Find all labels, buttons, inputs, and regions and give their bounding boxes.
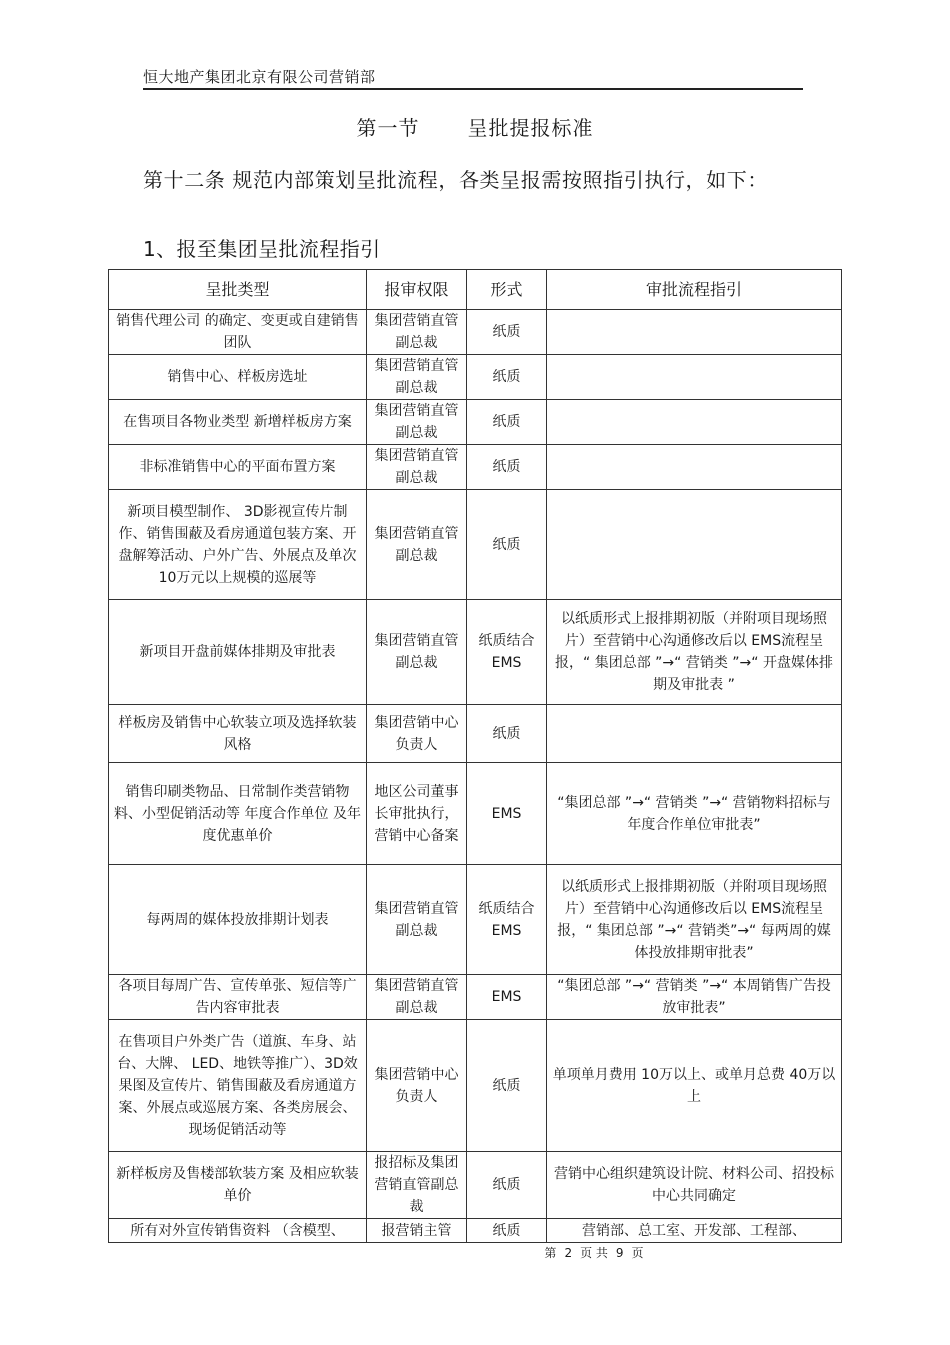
page-middle: 页 共 — [580, 1246, 608, 1260]
table-cell: 新样板房及售楼部软装方案 及相应软装单价 — [109, 1152, 367, 1219]
table-cell: 在售项目户外类广告（道旗、车身、站台、大牌、 LED、地铁等推广）、3D效果图及宣传片、销售围蔽及看房通道方案、外展点或巡展方案、各类房展会、现场促销活动等 — [109, 1020, 367, 1152]
table-cell: 每两周的媒体投放排期计划表 — [109, 865, 367, 975]
table-cell: 报营销主管 — [367, 1219, 467, 1243]
table-row — [109, 1219, 842, 1243]
table-cell — [547, 310, 842, 355]
table-cell: 集团营销直管副总裁 — [367, 400, 467, 445]
table-cell: 新项目开盘前媒体排期及审批表 — [109, 600, 367, 705]
table-cell: 非标准销售中心的平面布置方案 — [109, 445, 367, 490]
table-row — [109, 1152, 842, 1219]
table-row — [109, 865, 842, 975]
table-cell — [547, 705, 842, 763]
table-row — [109, 355, 842, 400]
table-row — [109, 705, 842, 763]
table-cell: 纸质 — [467, 400, 547, 445]
table-cell: 集团营销直管副总裁 — [367, 490, 467, 600]
table-cell: 纸质 — [467, 310, 547, 355]
table-cell: 纸质 — [467, 1020, 547, 1152]
section-name: 呈批提报标准 — [467, 116, 594, 140]
table-cell: 集团营销直管副总裁 — [367, 865, 467, 975]
table-cell: 营销中心组织建筑设计院、材料公司、招投标中心共同确定 — [547, 1152, 842, 1219]
table-cell: 集团营销中心负责人 — [367, 1020, 467, 1152]
table-cell: 纸质 — [467, 705, 547, 763]
table-cell: 集团营销直管副总裁 — [367, 310, 467, 355]
article-twelve: 第十二条 规范内部策划呈批流程，各类呈报需按照指引执行，如下： — [143, 168, 768, 192]
section-number: 第一节 — [356, 116, 420, 140]
table-cell: 样板房及销售中心软装立项及选择软装风格 — [109, 705, 367, 763]
table-cell: 纸质 — [467, 1219, 547, 1243]
subheading-group-approval: 1、报至集团呈批流程指引 — [143, 237, 381, 261]
table-row — [109, 445, 842, 490]
table-cell: EMS — [467, 763, 547, 865]
column-header: 形式 — [467, 270, 547, 310]
table-cell: 集团营销直管副总裁 — [367, 975, 467, 1020]
table-cell: 纸质 — [467, 490, 547, 600]
column-header: 报审权限 — [367, 270, 467, 310]
page-prefix: 第 — [544, 1246, 557, 1260]
page-total: 9 — [615, 1246, 624, 1260]
table-cell — [547, 355, 842, 400]
table-cell: 集团营销直管副总裁 — [367, 600, 467, 705]
table-header-row — [109, 270, 842, 310]
header-rule — [143, 88, 803, 90]
table-row — [109, 763, 842, 865]
table-row — [109, 310, 842, 355]
table-cell — [547, 490, 842, 600]
table-cell: 以纸质形式上报排期初版（并附项目现场照片）至营销中心沟通修改后以 EMS流程呈报，“ 集团总部 ”→“ 营销类 ”→“ 开盘媒体排期及审批表 ” — [547, 600, 842, 705]
table-cell: 报招标及集团营销直管副总裁 — [367, 1152, 467, 1219]
table-cell: 集团营销中心负责人 — [367, 705, 467, 763]
table-cell: 纸质结合 EMS — [467, 865, 547, 975]
table-row — [109, 1020, 842, 1152]
table-cell: EMS — [467, 975, 547, 1020]
table-cell: 纸质 — [467, 355, 547, 400]
section-title — [0, 112, 950, 141]
column-header: 呈批类型 — [109, 270, 367, 310]
table-row — [109, 400, 842, 445]
table-cell — [547, 400, 842, 445]
table-cell: 集团营销直管副总裁 — [367, 445, 467, 490]
table-cell: 纸质 — [467, 445, 547, 490]
page-number — [0, 1244, 950, 1261]
table-row — [109, 975, 842, 1020]
table-cell: 新项目模型制作、 3D影视宣传片制作、销售围蔽及看房通道包装方案、开盘解筹活动、户外广告、外展点及单次 10万元以上规模的巡展等 — [109, 490, 367, 600]
table-cell: 以纸质形式上报排期初版（并附项目现场照片）至营销中心沟通修改后以 EMS流程呈报，“ 集团总部 ”→“ 营销类”→“ 每两周的媒体投放排期审批表” — [547, 865, 842, 975]
table-cell: 纸质 — [467, 1152, 547, 1219]
table-cell: 销售中心、样板房选址 — [109, 355, 367, 400]
table-cell: 营销部、总工室、开发部、工程部、 — [547, 1219, 842, 1243]
table-cell: “集团总部 ”→“ 营销类 ”→“ 本周销售广告投放审批表” — [547, 975, 842, 1020]
table-cell: 所有对外宣传销售资料 （含模型、 — [109, 1219, 367, 1243]
page-current: 2 — [564, 1246, 573, 1260]
table-cell: 单项单月费用 10万以上、或单月总费 40万以上 — [547, 1020, 842, 1152]
column-header: 审批流程指引 — [547, 270, 842, 310]
table-cell: 地区公司董事长审批执行， 营销中心备案 — [367, 763, 467, 865]
table-cell: 销售代理公司 的确定、变更或自建销售团队 — [109, 310, 367, 355]
approval-table — [108, 269, 842, 1243]
table-cell: 各项目每周广告、宣传单张、短信等广告内容审批表 — [109, 975, 367, 1020]
table-row — [109, 490, 842, 600]
table-cell — [547, 445, 842, 490]
table-cell: 在售项目各物业类型 新增样板房方案 — [109, 400, 367, 445]
header-company-title: 恒大地产集团北京有限公司营销部 — [143, 68, 376, 86]
table-cell: 纸质结合 EMS — [467, 600, 547, 705]
page-suffix: 页 — [631, 1246, 644, 1260]
table-cell: 销售印刷类物品、日常制作类营销物料、小型促销活动等 年度合作单位 及年度优惠单价 — [109, 763, 367, 865]
table-cell: 集团营销直管副总裁 — [367, 355, 467, 400]
table-cell: “集团总部 ”→“ 营销类 ”→“ 营销物料招标与年度合作单位审批表” — [547, 763, 842, 865]
table-row — [109, 600, 842, 705]
